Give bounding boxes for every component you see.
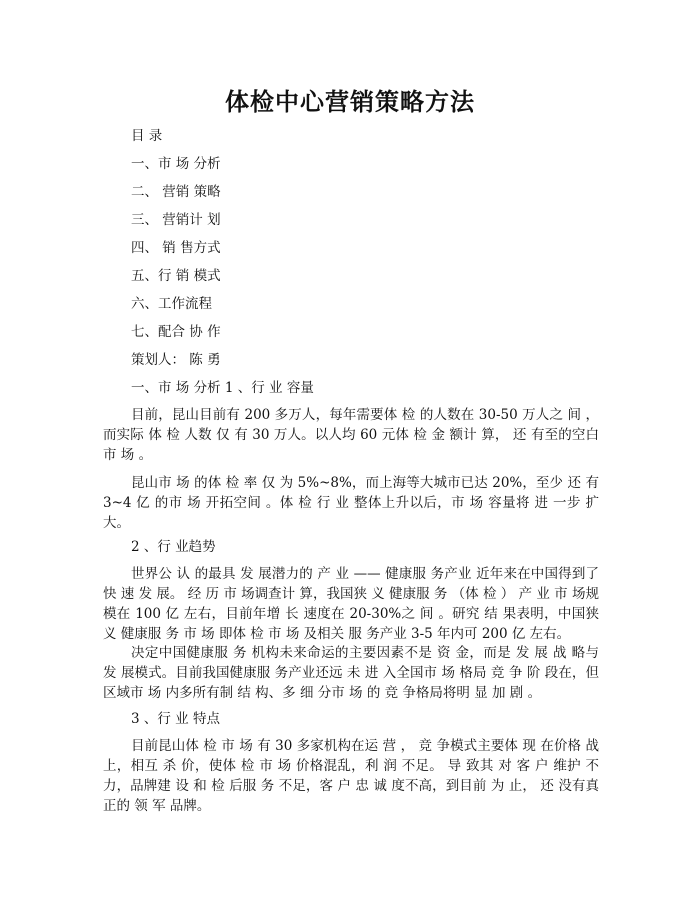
toc-item-marketing-mode: 五、行 销 模式 bbox=[131, 268, 221, 284]
section-3-heading: 3 、行 业 特点 bbox=[131, 711, 220, 727]
planner-line: 策划人： 陈 勇 bbox=[131, 352, 221, 368]
toc-item-cooperation: 七、配合 协 作 bbox=[131, 324, 221, 340]
paragraph-industry-features: 目前昆山体 检 市 场 有 30 多家机构在运 营 ， 竞 争模式主要体 现 在价格 战 上，相互 杀 价，使体 检 市 场 价格混乱，利 润 不足。 导 致其 对 客 户 维护 不力，品牌建 设 和 检 后服 务 不足，客 户 忠 诚 度不高，到目前 为 止， 还 没有真正的 领 军 品牌。 bbox=[103, 738, 599, 814]
paragraph-industry-trend: 世界公 认 的最具 发 展潜力的 产 业 —— 健康服 务产业 近年来在中国得到了快 速 发 展。 经 历 市 场调查计 算，我国狭 义 健康服 务 （体 检 ） 产 业 市 场规 模在 100 亿 左右，目前年增 长 速度在 20-30%之 间 。研究 结 果表明，中国狭 义 健康服 务 市 场 即体 检 市 场 及相关 服 务产业 3-5 年内可 200 亿 左右。 bbox=[103, 566, 599, 642]
paragraph-market-rate: 昆山市 场 的体 检 率 仅 为 5%~8%，而上海等大城市已达 20%，至少 还 有 3~4 亿 的市 场 开拓空间 。体 检 行 业 整体上升以后，市 场 容量将 进 一步 扩 大。 bbox=[103, 475, 599, 531]
document-title: 体检中心营销策略方法 bbox=[225, 88, 475, 116]
toc-item-marketing-strategy: 二、 营销 策略 bbox=[131, 184, 221, 200]
toc-item-workflow: 六、工作流程 bbox=[131, 296, 212, 312]
toc-item-marketing-plan: 三、 营销计 划 bbox=[131, 212, 221, 228]
paragraph-development-strategy: 决定中国健康服 务 机构未来命运的主要因素不是 资 金，而是 发 展 战 略与 发 展模式。目前我国健康服 务产业还远 未 进 入全国市 场 格局 竞 争 阶 段在，但区域市 场 内多所有制 结 构、多 细 分市 场 的 竞 争格局将明 显 加 剧 。 bbox=[103, 645, 599, 701]
toc-heading: 目 录 bbox=[131, 128, 163, 144]
paragraph-market-size: 目前，昆山目前有 200 多万人，每年需要体 检 的人数在 30-50 万人之 间 ，而实际 体 检 人数 仅 有 30 万人。以人均 60 元体 检 金 额计 算， 还 有至的空白市 场 。 bbox=[103, 407, 599, 463]
toc-item-sales-method: 四、 销 售方式 bbox=[131, 240, 221, 256]
section-2-heading: 2 、行 业趋势 bbox=[131, 539, 216, 555]
toc-item-market-analysis: 一、市 场 分析 bbox=[131, 156, 221, 172]
section-1-heading: 一、市 场 分析 1 、行 业 容量 bbox=[131, 380, 314, 396]
